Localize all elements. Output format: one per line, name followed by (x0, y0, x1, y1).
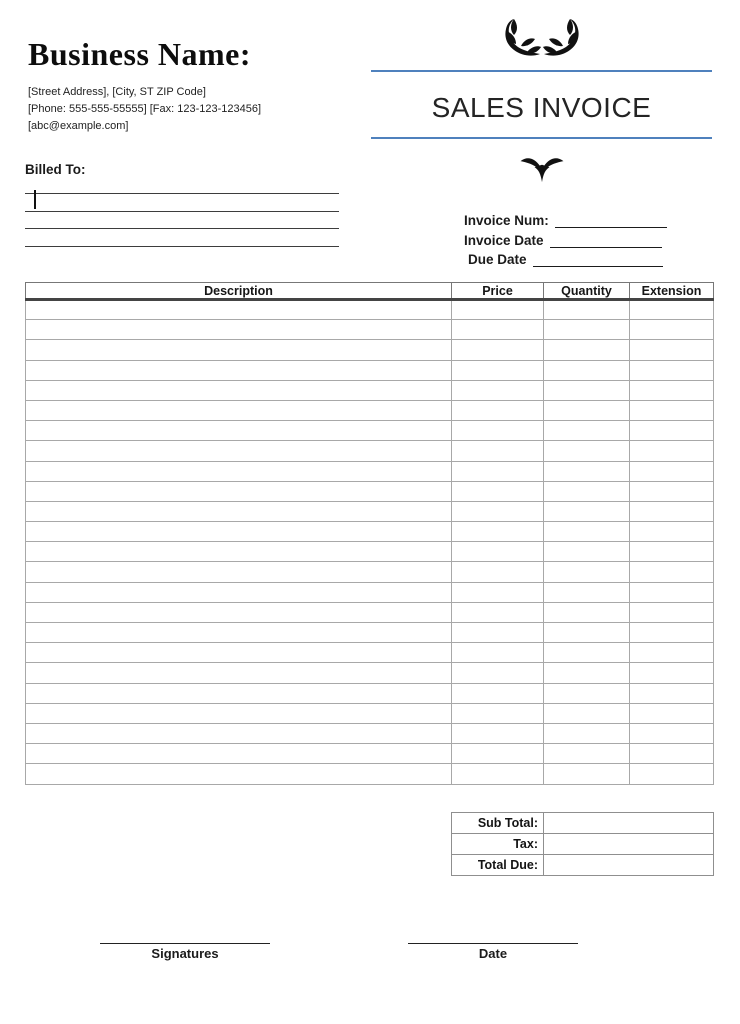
item-row (26, 400, 714, 420)
document-title: SALES INVOICE (431, 92, 652, 123)
item-cell[interactable] (26, 360, 452, 380)
totals-summary (451, 812, 714, 876)
item-row (26, 703, 714, 723)
item-cell[interactable] (26, 643, 452, 663)
item-cell[interactable] (26, 421, 452, 441)
item-cell[interactable] (452, 703, 544, 723)
item-cell[interactable] (452, 582, 544, 602)
item-cell[interactable] (630, 522, 714, 542)
item-cell[interactable] (26, 663, 452, 683)
item-cell[interactable] (452, 461, 544, 481)
items-table-header-row (26, 283, 714, 300)
item-cell[interactable] (26, 602, 452, 622)
item-row (26, 380, 714, 400)
business-address: [Street Address], [City, ST ZIP Code] (28, 86, 206, 98)
item-row (26, 481, 714, 501)
item-cell[interactable] (630, 441, 714, 461)
item-cell[interactable] (630, 602, 714, 622)
item-cell[interactable] (630, 320, 714, 340)
billed-to-line[interactable] (25, 177, 339, 194)
item-cell[interactable] (26, 562, 452, 582)
invoice-number-input[interactable] (555, 213, 667, 228)
item-row (26, 723, 714, 743)
item-cell[interactable] (452, 300, 544, 320)
item-cell[interactable] (452, 643, 544, 663)
item-cell[interactable] (452, 542, 544, 562)
item-cell[interactable] (452, 320, 544, 340)
column-header-price: Price (452, 283, 544, 300)
invoice-date-label: Invoice Date (464, 232, 544, 248)
item-row (26, 663, 714, 683)
item-cell[interactable] (452, 481, 544, 501)
items-table-body (26, 300, 714, 785)
invoice-date-input[interactable] (550, 233, 662, 248)
tax-row (452, 834, 714, 855)
text-cursor (34, 190, 36, 209)
invoice-fields (464, 209, 667, 267)
item-cell[interactable] (630, 643, 714, 663)
item-cell[interactable] (544, 441, 630, 461)
item-cell[interactable] (26, 400, 452, 420)
item-row (26, 522, 714, 542)
item-cell[interactable] (630, 481, 714, 501)
total-due-row (452, 855, 714, 876)
item-cell[interactable] (630, 582, 714, 602)
item-row (26, 744, 714, 764)
date-label: Date (478, 946, 508, 961)
item-cell[interactable] (630, 703, 714, 723)
due-date-label: Due Date (468, 252, 527, 268)
item-cell[interactable] (630, 723, 714, 743)
item-row (26, 582, 714, 602)
invoice-date-row (464, 228, 667, 247)
item-cell[interactable] (452, 764, 544, 784)
item-cell[interactable] (544, 663, 630, 683)
subtotal-row (452, 813, 714, 834)
item-cell[interactable] (544, 703, 630, 723)
item-cell[interactable] (26, 723, 452, 743)
business-name: Business Name: (28, 36, 252, 72)
item-cell[interactable] (544, 360, 630, 380)
invoice-number-row (464, 209, 667, 228)
item-cell[interactable] (452, 623, 544, 643)
item-cell[interactable] (26, 461, 452, 481)
due-date-input[interactable] (533, 252, 663, 267)
tax-value-cell[interactable] (544, 834, 714, 855)
item-cell[interactable] (26, 703, 452, 723)
item-row (26, 683, 714, 703)
items-table (25, 282, 714, 785)
item-cell[interactable] (26, 582, 452, 602)
subtotal-value-cell[interactable] (544, 813, 714, 834)
business-block (28, 36, 368, 135)
item-cell[interactable] (26, 623, 452, 643)
floral-flourish-icon (496, 16, 588, 58)
item-cell[interactable] (630, 623, 714, 643)
item-cell[interactable] (630, 461, 714, 481)
item-cell[interactable] (452, 663, 544, 683)
item-cell[interactable] (544, 683, 630, 703)
item-cell[interactable] (544, 542, 630, 562)
item-cell[interactable] (630, 360, 714, 380)
invoice-title-block (371, 16, 712, 183)
title-divider-bottom (371, 137, 712, 139)
item-cell[interactable] (452, 562, 544, 582)
item-cell[interactable] (452, 421, 544, 441)
item-cell[interactable] (544, 340, 630, 360)
item-cell[interactable] (544, 501, 630, 521)
item-cell[interactable] (452, 400, 544, 420)
item-cell[interactable] (26, 744, 452, 764)
item-cell[interactable] (544, 582, 630, 602)
item-row (26, 562, 714, 582)
item-cell[interactable] (452, 441, 544, 461)
item-cell[interactable] (630, 663, 714, 683)
business-phone-fax: [Phone: 555-555-55555] [Fax: 123-123-123456] (28, 103, 262, 115)
item-cell[interactable] (544, 623, 630, 643)
total-due-label: Total Due: (452, 855, 544, 876)
column-header-quantity: Quantity (544, 283, 630, 300)
item-cell[interactable] (544, 300, 630, 320)
item-cell[interactable] (26, 542, 452, 562)
item-cell[interactable] (544, 400, 630, 420)
item-cell[interactable] (544, 380, 630, 400)
billed-to-label: Billed To: (25, 162, 86, 177)
item-cell[interactable] (452, 340, 544, 360)
item-row (26, 764, 714, 784)
item-cell[interactable] (452, 360, 544, 380)
item-cell[interactable] (26, 300, 452, 320)
item-cell[interactable] (544, 421, 630, 441)
item-cell[interactable] (544, 764, 630, 784)
billed-to-line[interactable] (25, 194, 339, 211)
item-cell[interactable] (544, 562, 630, 582)
item-row (26, 643, 714, 663)
item-cell[interactable] (26, 764, 452, 784)
item-cell[interactable] (630, 764, 714, 784)
item-cell[interactable] (26, 481, 452, 501)
due-date-row (464, 248, 667, 267)
item-cell[interactable] (452, 683, 544, 703)
item-cell[interactable] (630, 683, 714, 703)
item-cell[interactable] (544, 602, 630, 622)
item-cell[interactable] (452, 380, 544, 400)
item-row (26, 340, 714, 360)
item-cell[interactable] (26, 380, 452, 400)
item-cell[interactable] (630, 400, 714, 420)
item-row (26, 461, 714, 481)
item-row (26, 542, 714, 562)
item-cell[interactable] (452, 602, 544, 622)
total-due-value-cell[interactable] (544, 855, 714, 876)
item-cell[interactable] (630, 340, 714, 360)
item-cell[interactable] (452, 522, 544, 542)
item-cell[interactable] (544, 744, 630, 764)
item-cell[interactable] (544, 643, 630, 663)
item-cell[interactable] (452, 723, 544, 743)
item-cell[interactable] (452, 744, 544, 764)
item-cell[interactable] (26, 320, 452, 340)
item-cell[interactable] (544, 461, 630, 481)
billed-to-line[interactable] (25, 229, 339, 246)
item-row (26, 441, 714, 461)
item-row (26, 501, 714, 521)
item-cell[interactable] (544, 481, 630, 501)
item-row (26, 602, 714, 622)
item-cell[interactable] (544, 320, 630, 340)
item-row (26, 300, 714, 320)
item-cell[interactable] (544, 723, 630, 743)
billed-to-line[interactable] (25, 212, 339, 229)
item-cell[interactable] (630, 501, 714, 521)
column-header-extension: Extension (630, 283, 714, 300)
invoice-number-label: Invoice Num: (464, 213, 549, 229)
item-cell[interactable] (630, 744, 714, 764)
subtotal-label: Sub Total: (452, 813, 544, 834)
item-cell[interactable] (630, 542, 714, 562)
item-cell[interactable] (26, 501, 452, 521)
billed-to-lines (25, 177, 339, 247)
item-cell[interactable] (630, 421, 714, 441)
business-email: [abc@example.com] (28, 120, 129, 132)
item-cell[interactable] (630, 300, 714, 320)
item-cell[interactable] (26, 683, 452, 703)
sprout-ornament-icon (519, 155, 565, 183)
item-cell[interactable] (544, 522, 630, 542)
date-line[interactable] (408, 926, 578, 944)
item-row (26, 623, 714, 643)
item-row (26, 320, 714, 340)
signature-label: Signatures (151, 946, 219, 961)
column-header-description: Description (26, 283, 452, 300)
item-cell[interactable] (630, 562, 714, 582)
item-cell[interactable] (26, 340, 452, 360)
item-row (26, 421, 714, 441)
item-cell[interactable] (26, 522, 452, 542)
item-cell[interactable] (630, 380, 714, 400)
item-cell[interactable] (452, 501, 544, 521)
signature-line[interactable] (100, 926, 270, 944)
tax-label: Tax: (452, 834, 544, 855)
item-cell[interactable] (26, 441, 452, 461)
item-row (26, 360, 714, 380)
